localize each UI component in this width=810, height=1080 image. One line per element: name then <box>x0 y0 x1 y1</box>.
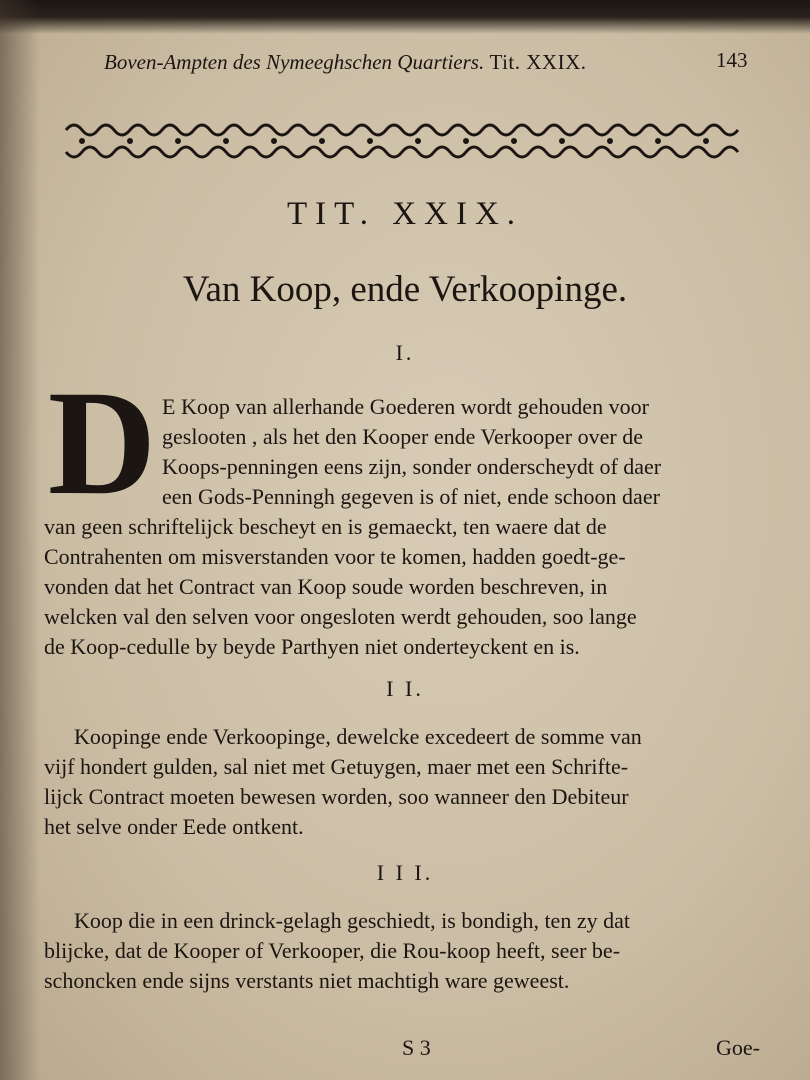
signature-mark: S 3 <box>402 1035 431 1060</box>
text-line: Koop die in een drinck-gelagh geschiedt, is bondigh, ten zy dat <box>74 908 630 933</box>
text-line: van geen schriftelijck bescheyt en is gemaeckt, ten waere dat de <box>44 514 607 539</box>
chapter-number: TIT. XXIX. <box>286 196 524 232</box>
ornament-band-icon <box>62 116 742 166</box>
text-line: blijcke, dat de Kooper of Verkooper, die Rou-koop heeft, seer be- <box>44 938 621 963</box>
text-line: Koops-penningen eens zijn, sonder onderscheydt of daer <box>162 454 662 479</box>
page-number: 143 <box>716 48 748 72</box>
section-numeral: I I I. <box>376 860 434 885</box>
section-numeral: I. <box>395 340 415 365</box>
text-line: E Koop van allerhande Goederen wordt gehouden voor <box>162 394 649 419</box>
running-title-ref: Tit. XXIX. <box>489 50 587 74</box>
text-line: Contrahenten om misverstanden voor te komen, hadden goedt-ge- <box>44 544 626 569</box>
page-top-shadow <box>0 0 810 34</box>
running-title: Boven-Ampten des Nymeeghschen Quartiers. <box>104 50 485 74</box>
text-line: schoncken ende sijns verstants niet machtigh ware geweest. <box>44 968 570 993</box>
text-line: het selve onder Eede ontkent. <box>44 814 304 839</box>
text-line: Koopinge ende Verkoopinge, dewelcke excedeert de somme van <box>74 724 642 749</box>
text-line: een Gods-Penningh gegeven is of niet, ende schoon daer <box>162 484 660 509</box>
gutter-shadow <box>0 0 40 1080</box>
running-head <box>104 50 684 75</box>
text-line: de Koop-cedulle by beyde Parthyen niet onderteyckent en is. <box>44 634 580 659</box>
text-line: lijck Contract moeten bewesen worden, soo wanneer den Debiteur <box>44 784 629 809</box>
catchword: Goe- <box>716 1035 760 1060</box>
text-line: vonden dat het Contract van Koop soude worden beschreven, in <box>44 574 608 599</box>
text-line: vijf hondert gulden, sal niet met Getuygen, maer met een Schrifte- <box>44 754 629 779</box>
drop-cap: D <box>47 360 157 526</box>
section-numeral: I I. <box>386 676 424 701</box>
text-line: welcken val den selven voor ongesloten werdt gehouden, soo lange <box>44 604 637 629</box>
text-line: geslooten , als het den Kooper ende Verkooper over de <box>162 424 643 449</box>
chapter-title: Van Koop, ende Verkoopinge. <box>182 269 628 310</box>
